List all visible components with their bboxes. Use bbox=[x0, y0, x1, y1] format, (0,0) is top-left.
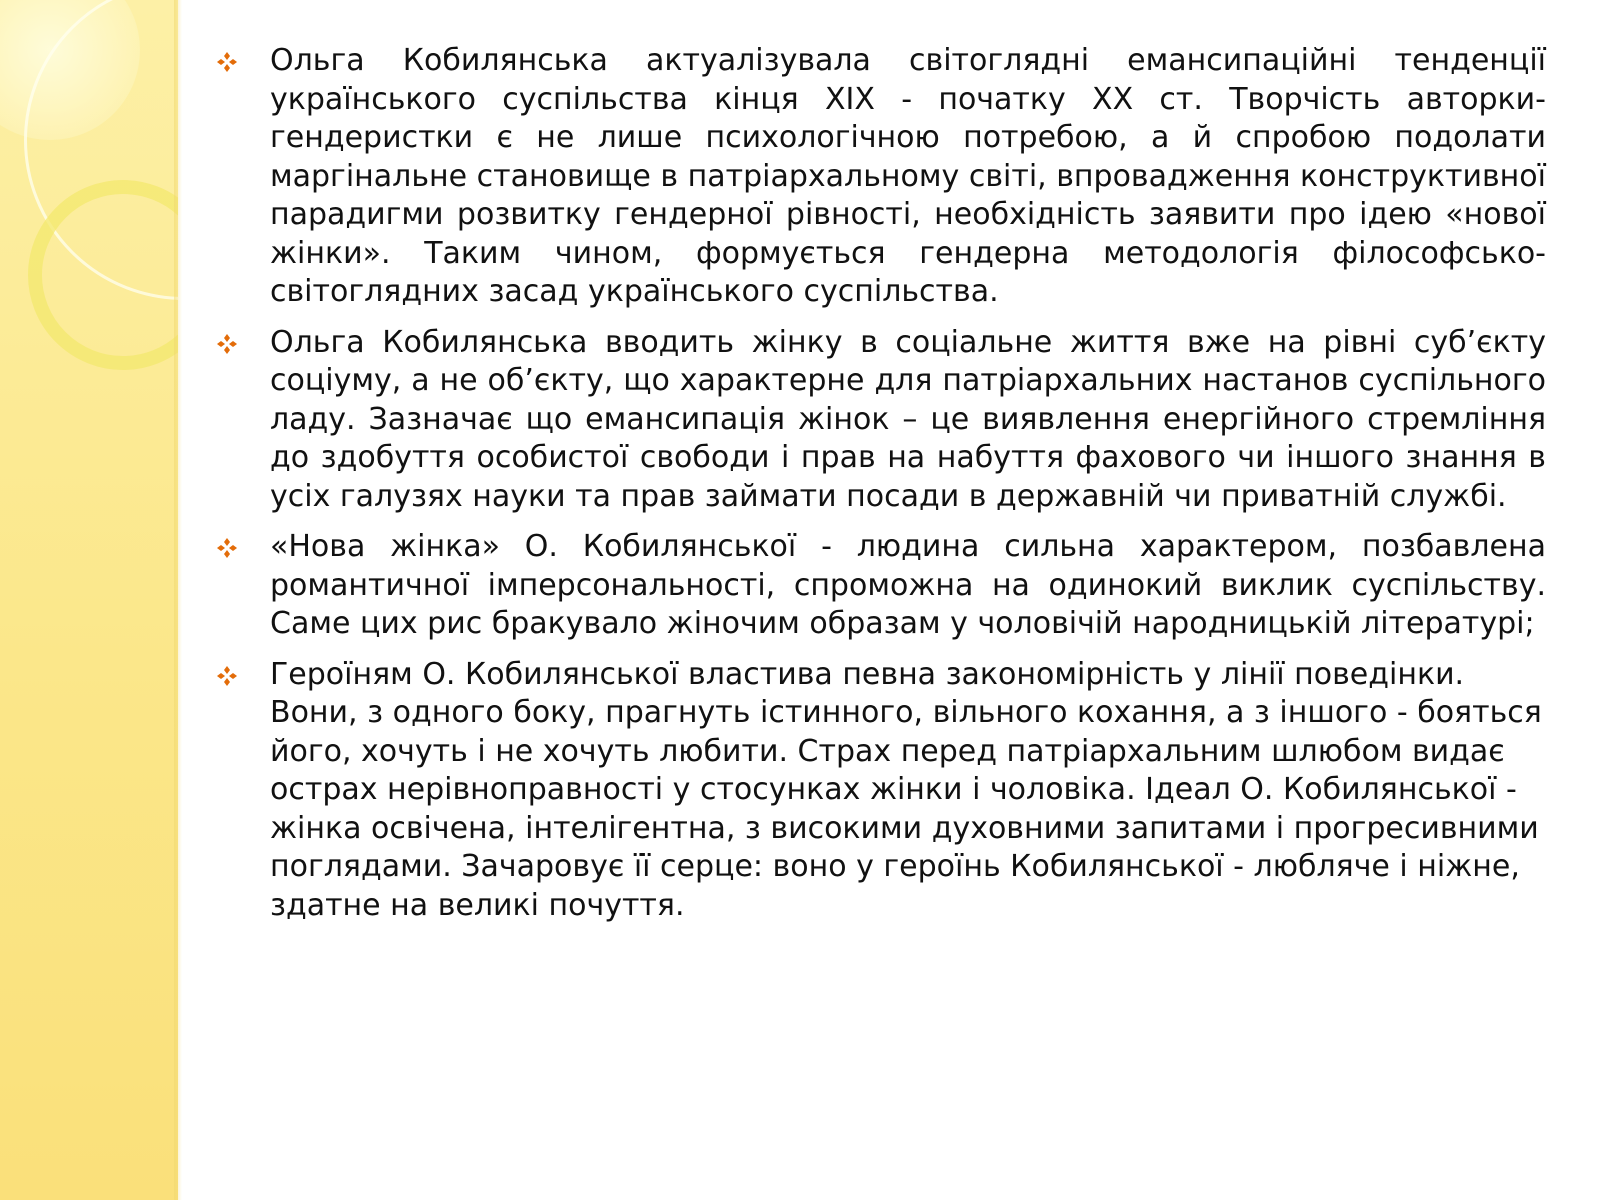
diamond-bullet-icon bbox=[216, 537, 238, 559]
diamond-bullet-icon bbox=[216, 51, 238, 73]
decorative-side-band bbox=[0, 0, 178, 1200]
bullet-text: Героїням О. Кобилянської властива певна закономірність у лінії поведінки. Вони, з одного боку, прагнуть істинного, вільного кохання, а з іншого - бояться його, хочуть і не хочуть любити. Страх перед патріархальним шлюбом видає острах нерівноправності у стосунках жінки і чоловіка. Ідеал О. Кобилянської - жінка освічена, інтелігентна, з високими духовними запитами і прогресивними поглядами. Зачаровує її серце: воно у героїнь Кобилянської - любляче і ніжне, здатне на великі почуття. bbox=[270, 656, 1542, 923]
bullet-item-1 bbox=[216, 42, 1546, 312]
diamond-bullet-icon bbox=[216, 333, 238, 355]
bullet-item-3 bbox=[216, 528, 1546, 644]
diamond-bullet-icon bbox=[216, 665, 238, 687]
bullet-text: Ольга Кобилянська актуалізувала світоглядні емансипаційні тенденції українського суспільства кінця XIX - початку XX ст. Творчість авторки-гендеристки є не лише психологічною потребою, а й спробою подолати маргінальне становище в патріархальному світі, впровадження конструктивної парадигми розвитку гендерної рівності, необхідність заявити про ідею «нової жінки». Таким чином, формується гендерна методологія філософсько-світоглядних засад українського суспільства. bbox=[270, 43, 1546, 309]
side-band-edge bbox=[174, 0, 182, 1200]
slide-content bbox=[216, 42, 1546, 937]
bullet-item-4 bbox=[216, 656, 1546, 926]
bullet-item-2 bbox=[216, 324, 1546, 517]
bullet-text: «Нова жінка» О. Кобилянської - людина сильна характером, позбавлена романтичної імперсональності, спроможна на одинокий виклик суспільству. Саме цих рис бракувало жіночим образам у чоловічій народницькій літературі; bbox=[270, 529, 1546, 641]
bullet-text: Ольга Кобилянська вводить жінку в соціальне життя вже на рівні суб’єкту соціуму, а не об’єкту, що характерне для патріархальних настанов суспільного ладу. Зазначає що емансипація жінок – це виявлення енергійного стремління до здобуття особистої свободи і прав на набуття фахового чи іншого знання в усіх галузях науки та прав займати посади в державній чи приватній службі. bbox=[270, 324, 1546, 514]
